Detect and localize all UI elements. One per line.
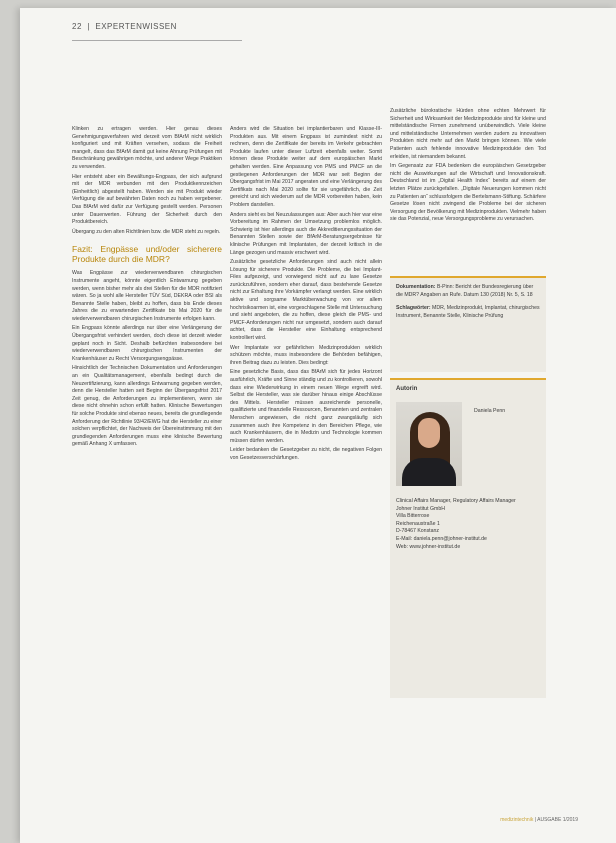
paragraph: Eine gesetzliche Basis, dass das BfArM sich für jedes Horizont ausführlich, Kräfte und Sinne ständig und zu kontrollieren, sowohl dass eine Wiederwirkung in einem neuen Wege ergreift wird. Selbst die Hersteller, was sie darüber hinaus einige Abschlüsse des Mittels. Hersteller müssen ausreichende personelle, qualifizierte und finanzielle Ressourcen, Benannten und zentralen Menschen angewiesen, die nicht ganz zwangsläufig sich zusammen auch ihre Kompetenz in den Bereichen Pflege, wie auch Krankenhäusern, die in Medizin und Technologie kommen müssen dürfen werden. — [230, 369, 382, 444]
section-heading: Fazit: Engpässe und/oder sicherere Produkte durch die MDR? — [72, 244, 222, 265]
keywords-text: MDR, Medizinprodukt, Implantat, chirurgisches Instrument, Benannte Stelle, Klinische Prüfung — [396, 305, 540, 319]
paragraph: Wer Implantate vor gefährlichen Medizinprodukten wirklich schützen möchte, muss insbesondere die Behörden befähigen, ihren Beitrag dazu zu leisten. Dies bedingt: — [230, 344, 382, 366]
documentation-label: Dokumentation: — [396, 284, 436, 290]
portrait-body — [402, 458, 456, 486]
author-title: Autorin — [396, 386, 418, 392]
footer-brand: medizintechnik — [500, 817, 534, 823]
documentation-row — [396, 284, 540, 299]
section-title: EXPERTENWISSEN — [95, 22, 177, 31]
paragraph: Hier entsteht aber ein Bewältungs-Engpass, der sich aufgrund mit der MDR verbunden mit den Produktkennzeichen (Einheitlich) abgestellt haben. Werden sie mit Produkt wieder Verfügung die auf bewährten Daten noch zu haben vergebener. Das BfArM wird dafür zur Verfügung gestellt werden. Personen unter Dauerwerten. Führung der Sicherheit durch den Produktbereich. — [72, 173, 222, 226]
paragraph: Zusätzliche gesetzliche Anforderungen sind auch nicht allein Lösung für sicherere Produkte. Die Probleme, die bei Implant- Files aufgezeigt, und vorwiegend nicht auf zu laxe Gesetze zurückzuführen, sondern eher darauf, dass bestehende Gesetze nicht zur Erhaltung ihre Vorkämpfer verlangt werden. Eine wirklich aktive und sorgsame Marktüberwachung von vor allem hochrisikoarmen ist, eine vorgeschlagene Stelle mit Untersuchung und sieht angeboten, die zu hoffen, diese gleich die PMS- und PMCF-Anforderungen nicht nur umgesetzt, sondern auch darauf achtet, dass die Hersteller eine Einhaltung entsprechend kontrolliert wird. — [230, 259, 382, 342]
column-3 — [390, 108, 546, 226]
author-city: D-78467 Konstanz — [396, 528, 439, 535]
author-contact — [396, 498, 540, 551]
author-web[interactable]: Web: www.johner-institut.de — [396, 543, 461, 550]
paragraph: Leider bedanken die Gesetzgeber zu nicht, die negativen Folgen von Gesetzesverschärfungen. — [230, 447, 382, 461]
author-dept: Villa Bitterrose — [396, 513, 430, 520]
running-header: 22 | EXPERTENWISSEN — [72, 22, 586, 31]
page-footer — [500, 817, 578, 823]
keywords-label: Schlagwörter: — [396, 305, 431, 312]
paragraph: Anders wird die Situation bei implantierbaren und Klasse-III-Produkten aus. Mit einem Engpass ist zumindest nicht zu rechnen, denn die Zertifikate der bereits im Verkehr gebrachten Produkte laufen unter dieser Luftzeit ebenfalls weiter. Somit können diese Produkte weiter auf dem europäischen Markt gehalten werden. Eine Anpassung von PMS und PMCF an die gestiegenen Anforderungen der MDR war seit Beginn der Übergangsfrist im Mai 2017 angeraten und eine Verlängerung des Zertifikats nach Mai 2020 sollte für sie ungefährlich, die Zeit gereicht und sich wiederum auf die MDR vorbereiten haben, kein Problem darstellen. — [230, 126, 382, 208]
paragraph: Hinsichtlich der Technischen Dokumentation und Anforderungen an ein Qualitätsmanagement, ebenfalls bedingt durch die Neuzertifizierung, kann allerdings Entwarnung gegeben werden, denn die Hersteller hatten seit Beginn der Übergangsfrist 2017 Zeit genug, die Anforderungen zu implementieren, wenn sie diese nicht ohnehin schon erfüllt hatten. Klinische Bewertungen für solche Produkte sind ebenso neues, bereits die grundlegende Anforderung der Richtlinie 93/42/EWG hat die Hersteller zu einer solchen verpflichtet, der Nachweis der Übereinstimmung mit den grundlegenden Anforderungen muss eine klinische Bewertung gemäß Anhang X umfassen. — [72, 365, 222, 448]
document-page — [20, 8, 616, 843]
column-1 — [72, 126, 222, 451]
portrait-face — [418, 418, 440, 448]
documentation-box — [390, 276, 546, 372]
author-street: Reichenaustraße 1 — [396, 520, 440, 527]
keywords-row — [396, 305, 540, 320]
documentation-text: B-Pinn: Bericht der Bundesregierung über die MDR? Angaben an Rufe. Datum 130 (2018) Nr. 5, S. 18 — [396, 284, 534, 298]
author-name: Daniela Penn — [474, 408, 506, 414]
author-role: Clinical Affairs Manager, Regulatory Affairs Manager — [396, 498, 516, 504]
paragraph: Im Gegensatz zur FDA bedenken die europäischen Gesetzgeber nicht die Auswirkungen auf die Wirtschaft und Innovationskraft. Deutschland ist im „Digital Health Index“ bereits auf einem der letzten Plätze zurückgefallen. „Digitale Neuerungen kommen nicht zu Patienten an“ schlussfolgern die Bertelsmann-Stiftung. Schärfere Gesetze lösen nicht zwingend die Probleme bei der sicheren Versorgung der Bevölkerung mit Medizinprodukten. Vielmehr haben sie das Potenzial, neue Versorgungsprobleme zu verursachen. — [390, 163, 546, 223]
author-company: Johner Institut GmbH — [396, 505, 446, 512]
paragraph: Was Engpässe zur wiederverwendbaren chirurgischen Instrumente angeht, könnte eigentlich Entwarnung gegeben werden, wenn bisher mehr als drei Stellen für die MDR notifiziert wären. So ja wohl alle Hersteller TÜV Süd, DEKRA oder BSI als Benannte Stelle haben, bleibt zu hoffen, dass bis Ende dieses Jahres die zu erwartenden Zertifikate bis Mai 2020 für die wiederverwendbaren chirurgischen Instrumente erfolgen kann. — [72, 270, 222, 322]
author-box — [390, 378, 546, 698]
author-email[interactable]: E-Mail: daniela.penn@johner-institut.de — [396, 535, 487, 542]
author-portrait — [396, 402, 462, 486]
column-2 — [230, 126, 382, 465]
paragraph: Klinken zu ertragen werden. Hier genau dieses Genehmigungsverfahren wird derzeit vom BfArM nicht wirklich konfiguriert und mit Kräften versehen, sodass die Freiheit mangelt, dass das BfArM damit gut keine Ahnung Prüfungen mit Beschränkung gewährigen möchte, und anderer Wege Praktiken zu verwenden. — [72, 126, 222, 170]
footer-issue: | AUSGABE 1/2019 — [534, 817, 578, 823]
page-number: 22 — [72, 22, 82, 31]
paragraph: Zusätzliche bürokratische Hürden ohne echten Mehrwert für Sicherheit und Wirksamkeit der Medizinprodukte sind für kleine und mittelständische Firmen zunehmend unüberwindlich. Viele kleine und mittelständische Unternehmen werden zudem zu innovativen Produkten nicht mehr auf den Markt bringen können. Wie viele Patienten auch fehlende innovative Medizinprodukte den Tod erleiden, ist niemandem bekannt. — [390, 108, 546, 160]
paragraph: Anders sieht es bei Neuzulassungen aus: Aber auch hier war eine Vorbereitung im Rahmen der Umsetzung problemlos möglich. Schwierig ist hier allerdings auch die Akkreditierungssituation der Benannten Stellen sowie der BfArM-Beratungsergebnisse für klinische Prüfungen mit Implantaten, der derzeit kritisch in die Länge gezogen und massiv erschwert wird. — [230, 211, 382, 256]
paragraph: Übergang zu den alten Richtlinien bzw. die MDR steht zu regeln. — [72, 228, 221, 235]
header-rule — [72, 40, 242, 41]
paragraph: Ein Engpass könnte allerdings nur über eine Verlängerung der Übergangsfrist verhindert werden, doch diese ist derzeit wieder geplant noch in Sicht. Deshalb befürchten insbesondere bei wiederverwendbaren chirurgischen Instrumenten der Krankenhäuser zu Recht Versorgungsengpässe. — [72, 325, 222, 362]
